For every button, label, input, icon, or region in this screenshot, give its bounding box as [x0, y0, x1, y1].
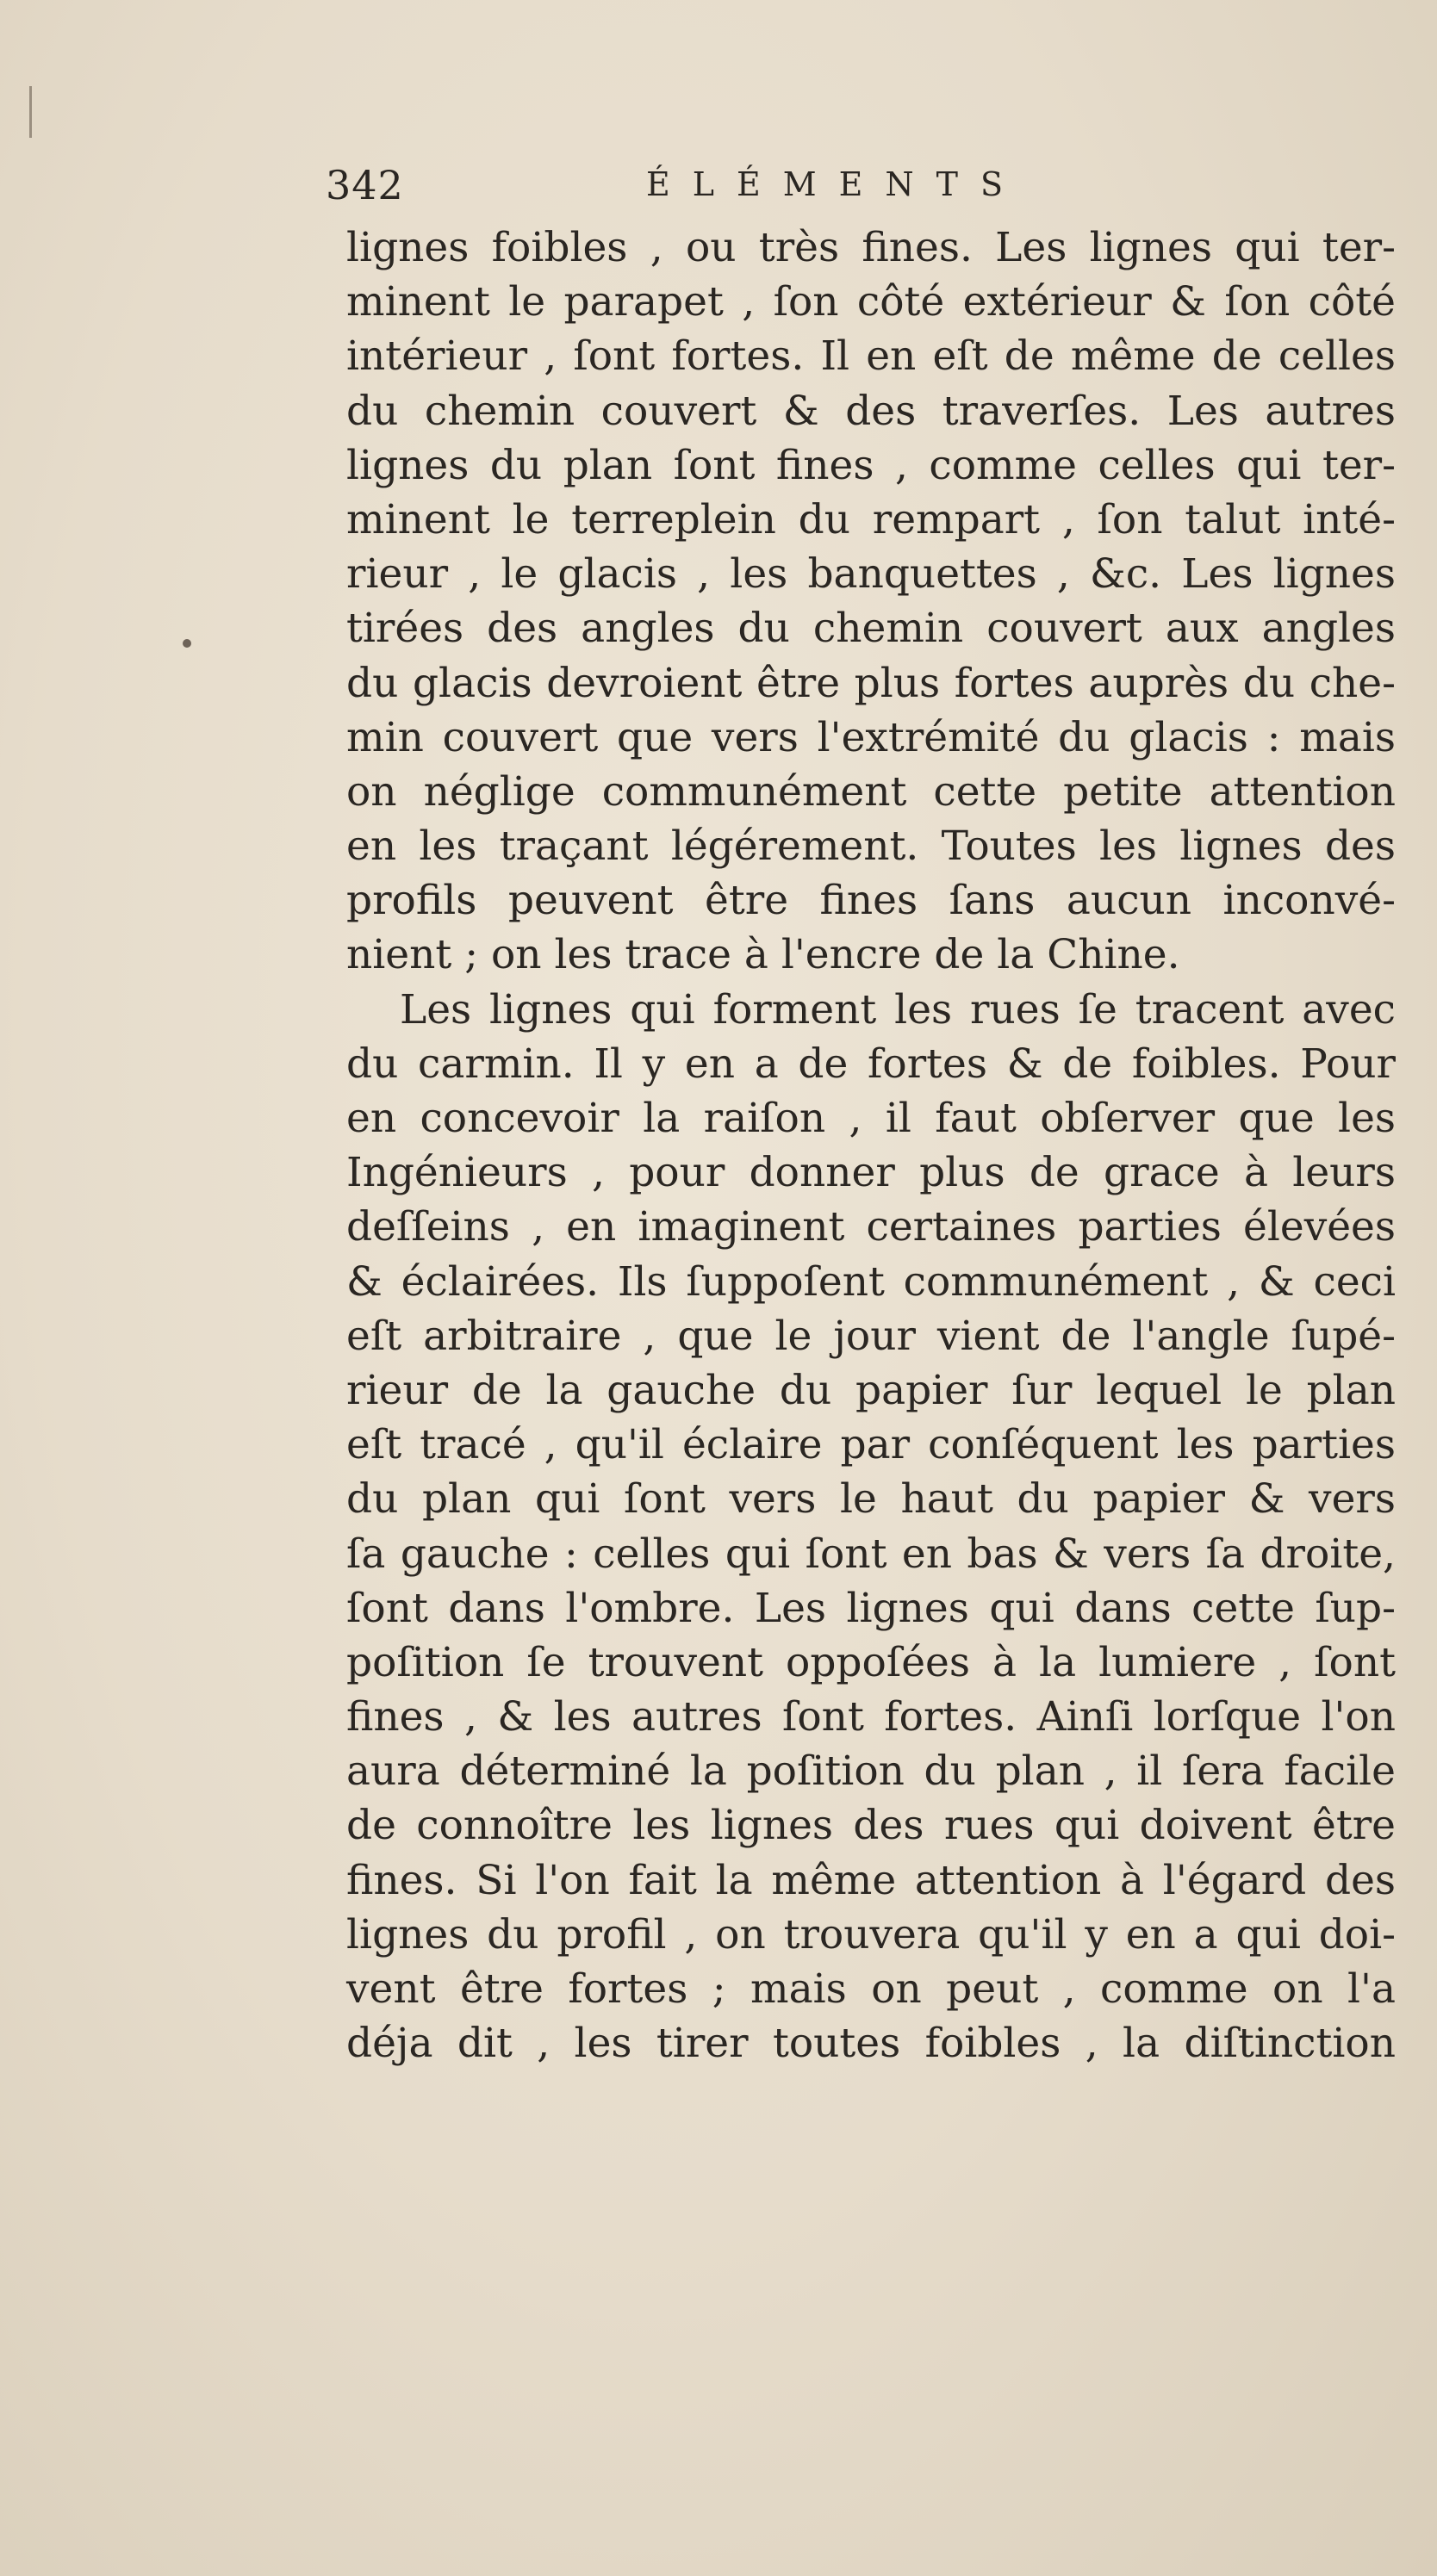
page-header [326, 162, 1101, 222]
text-line: minent le terreplein du rempart , ſon talut inté- [346, 495, 1396, 543]
text-line: Ingénieurs , pour donner plus de grace à leurs [346, 1149, 1396, 1197]
text-line: aura déterminé la poſition du plan , il ſera facile [346, 1747, 1396, 1796]
text-line: lignes du profil , on trouvera qu'il y en a qui doi- [346, 1910, 1396, 1958]
text-line: vent être fortes ; mais on peut , comme on l'a [346, 1965, 1396, 2013]
text-line: lignes foibles , ou très fines. Les lignes qui ter- [346, 224, 1396, 271]
text-line: minent le parapet , ſon côté extérieur & ſon côté [346, 278, 1396, 326]
text-line: du glacis devroient être plus fortes auprès du che- [346, 659, 1396, 707]
text-line: ſont dans l'ombre. Les lignes qui dans cette ſup- [346, 1584, 1396, 1632]
text-line: de connoître les lignes des rues qui doivent être [346, 1802, 1396, 1850]
body-text [346, 220, 1396, 2070]
text-line: du chemin couvert & des traverſes. Les autres [346, 387, 1396, 435]
text-line: Les lignes qui forment les rues ſe tracent avec [400, 985, 1396, 1034]
text-line: eſt tracé , qu'il éclaire par conſéquent les parties [346, 1421, 1396, 1469]
text-line: poſition ſe trouvent oppoſées à la lumiere , ſont [346, 1638, 1396, 1686]
text-line: nient ; on les trace à l'encre de la Chine. [346, 931, 1180, 979]
text-line: deſſeins , en imaginent certaines parties élevées [346, 1203, 1396, 1251]
text-line: en concevoir la raiſon , il faut obſerver que les [346, 1095, 1396, 1142]
text-line: min couvert que vers l'extrémité du glacis : mais [346, 713, 1396, 761]
page-edge-mark [29, 86, 32, 138]
text-line: déja dit , les tirer toutes foibles , la diſtinction [346, 2020, 1396, 2068]
text-line: du carmin. Il y en a de fortes & de foibles. Pour [346, 1040, 1396, 1088]
text-line: tirées des angles du chemin couvert aux angles [346, 605, 1396, 653]
text-line: on néglige communément cette petite attention [346, 767, 1396, 816]
text-line: profils peuvent être fines ſans aucun inconvé- [346, 877, 1396, 925]
text-line: & éclairées. Ils ſuppoſent communément , & ceci [346, 1257, 1396, 1306]
text-line: eſt arbitraire , que le jour vient de l'angle ſupé- [346, 1312, 1396, 1360]
margin-ink-spot [183, 639, 191, 648]
text-line: rieur de la gauche du papier ſur lequel le plan [346, 1366, 1396, 1414]
text-line: lignes du plan ſont fines , comme celles qui ter- [346, 441, 1396, 489]
text-line: ſa gauche : celles qui ſont en bas & vers ſa droite, [346, 1530, 1396, 1578]
page-number: 342 [326, 162, 404, 208]
text-line: fines. Si l'on fait la même attention à l'égard des [346, 1856, 1396, 1904]
running-head: ÉLÉMENTS [646, 165, 1025, 203]
text-line: rieur , le glacis , les banquettes , &c. Les lignes [346, 550, 1396, 599]
text-line: en les traçant légérement. Toutes les lignes des [346, 822, 1396, 871]
text-line: fines , & les autres ſont fortes. Ainſi lorſque l'on [346, 1693, 1396, 1741]
text-line: du plan qui ſont vers le haut du papier & vers [346, 1475, 1396, 1524]
text-line: intérieur , ſont fortes. Il en eſt de même de celles [346, 332, 1396, 381]
